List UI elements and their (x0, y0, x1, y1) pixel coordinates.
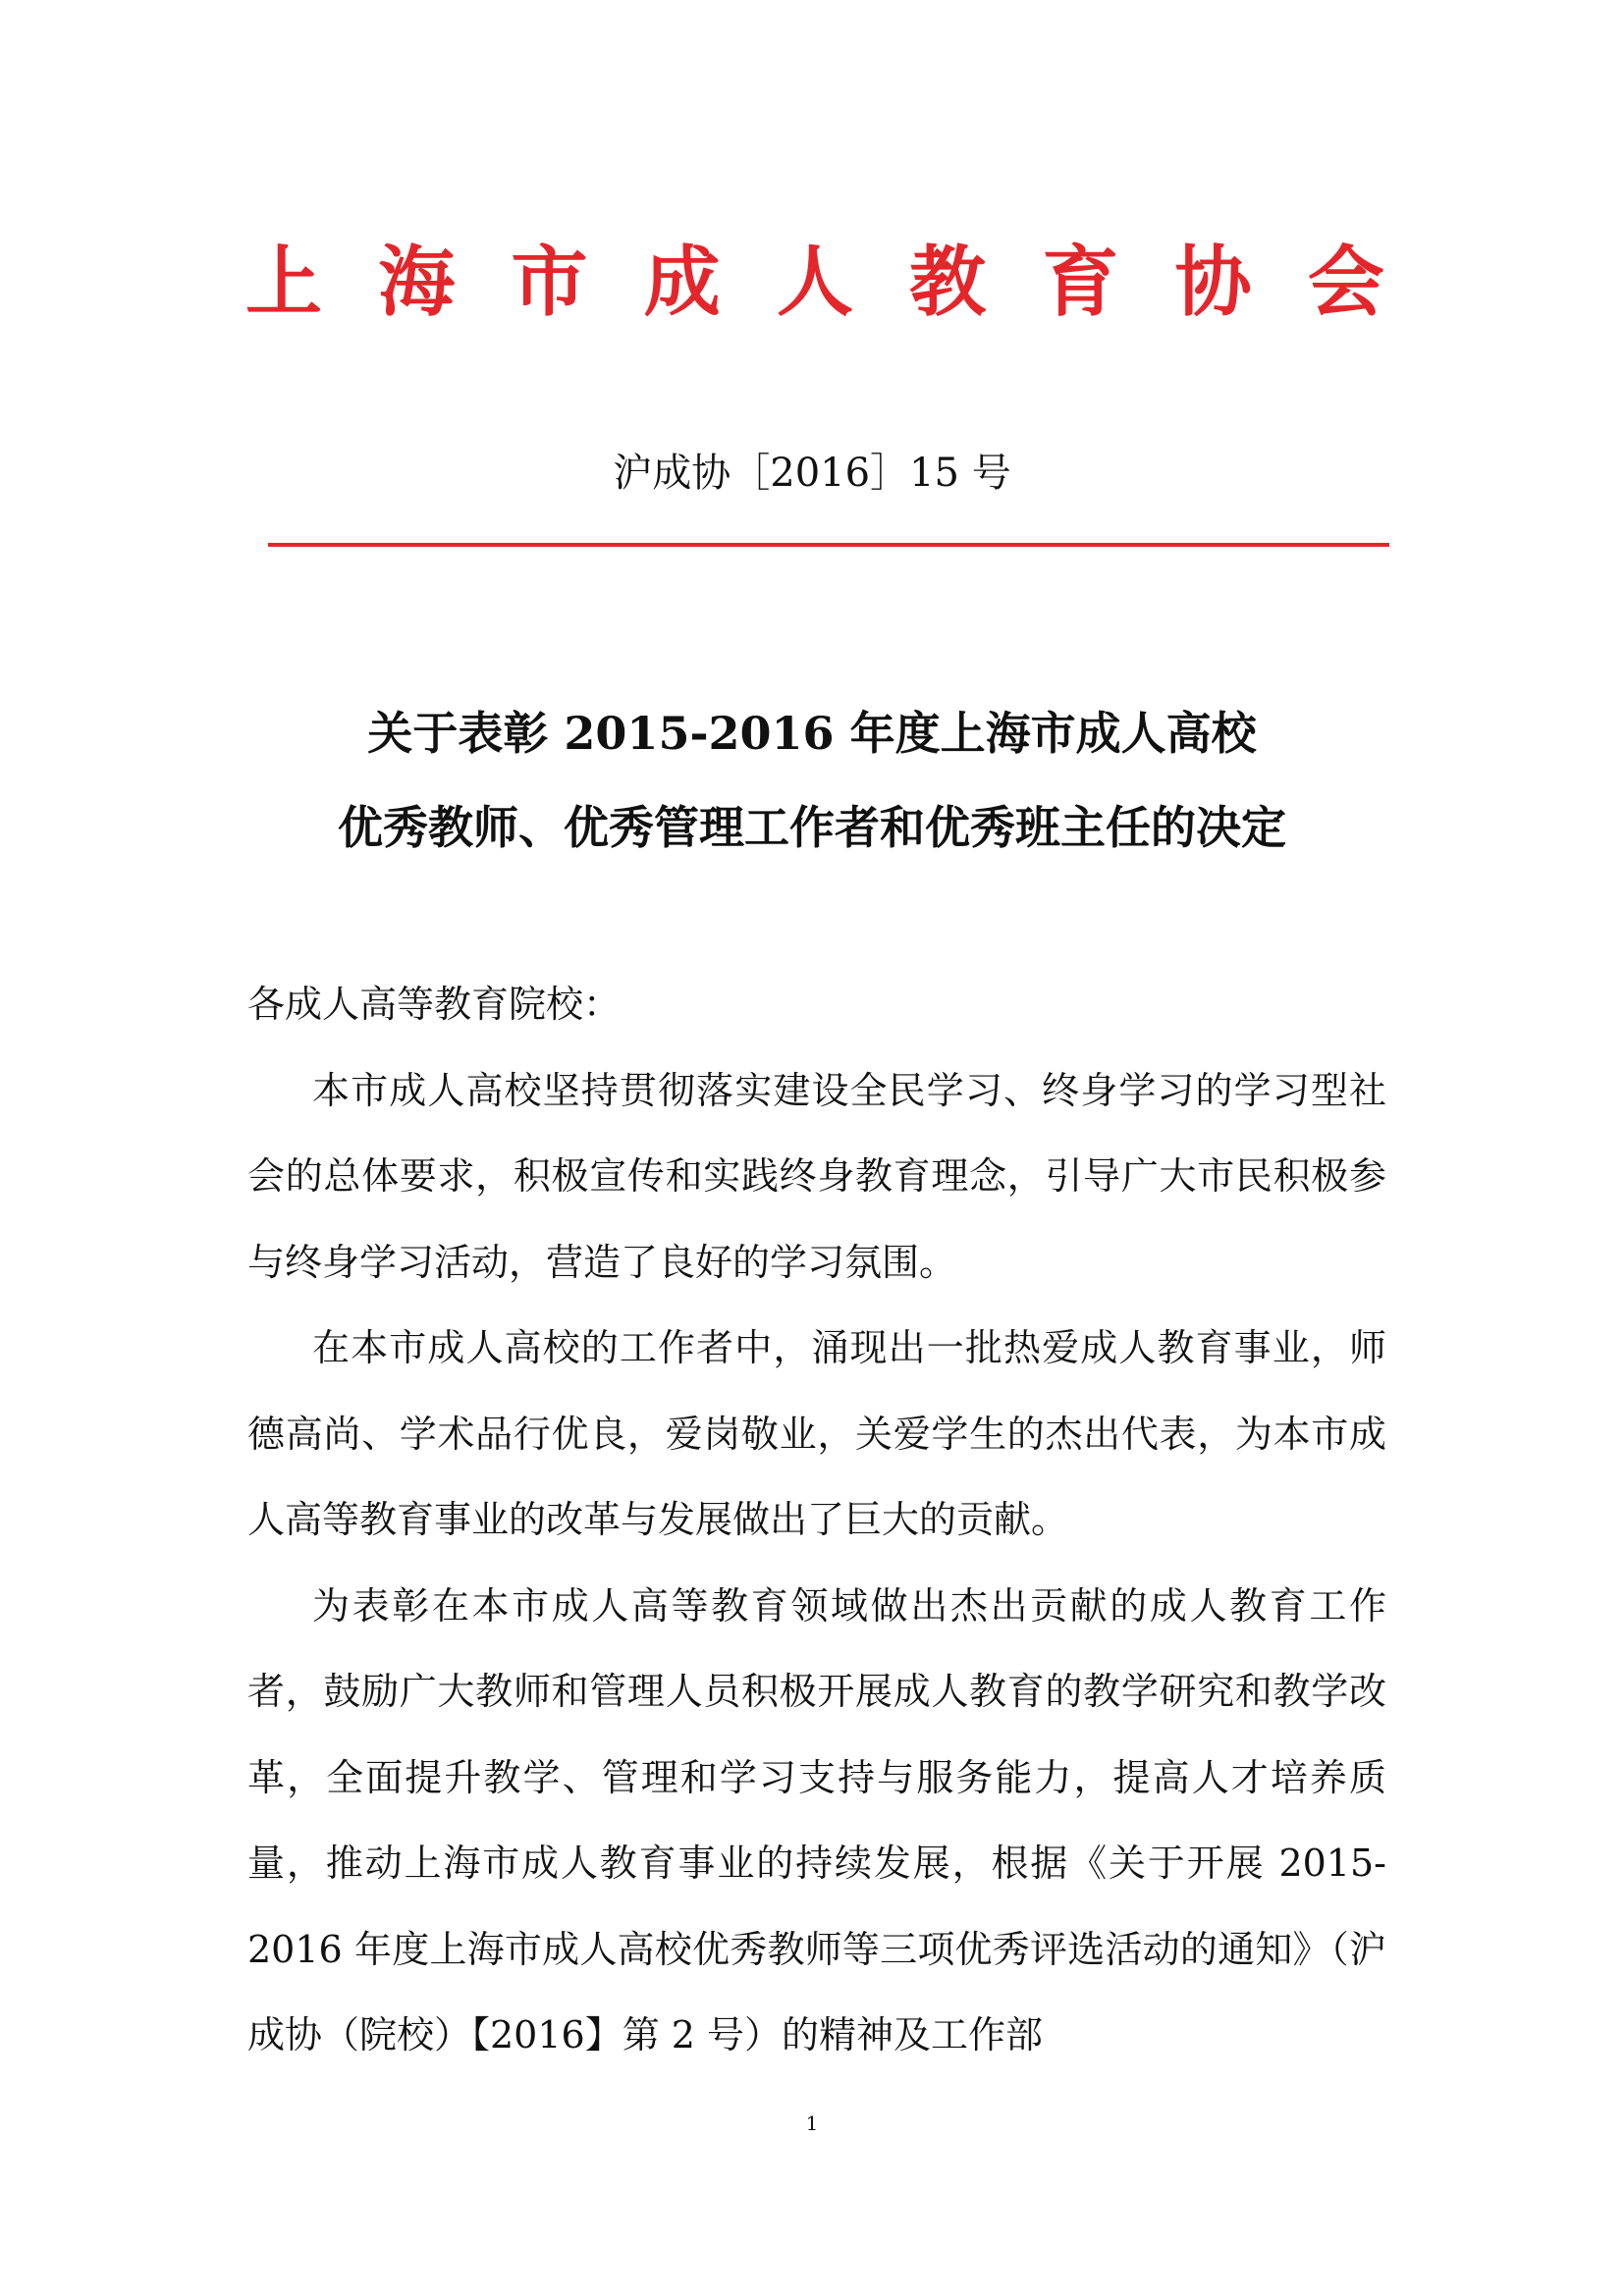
body-paragraph: 本市成人高校坚持贯彻落实建设全民学习、终身学习的学习型社会的总体要求，积极宣传和实践终身教育理念，引导广大市民积极参与终身学习活动，营造了良好的学习氛围。 (247, 1068, 1386, 1284)
salutation: 各成人高等教育院校： (247, 983, 622, 1026)
org-char: 育 (1042, 238, 1119, 327)
org-char: 成 (643, 238, 721, 327)
document-title-line-1: 关于表彰 2015-2016 年度上海市成人高校 (367, 707, 1257, 760)
org-char: 协 (1174, 238, 1252, 327)
org-char: 海 (378, 238, 456, 327)
document-body (247, 962, 1386, 2079)
org-char: 市 (511, 238, 588, 327)
org-char: 人 (776, 238, 853, 327)
issuing-organization-header (245, 234, 1384, 332)
header-divider (268, 543, 1389, 547)
org-char: 上 (245, 238, 323, 327)
org-char: 教 (909, 238, 987, 327)
page-number: 1 (805, 2111, 819, 2135)
body-paragraph: 为表彰在本市成人高等教育领域做出杰出贡献的成人教育工作者，鼓励广大教师和管理人员积极开展成人教育的教学研究和教学改革，全面提升教学、管理和学习支持与服务能力，提高人才培养质量，推动上海市成人教育事业的持续发展，根据《关于开展 2015-2016 年度上海市成人高校优秀教师等三项优秀评选活动的通知》（沪成协（院校）【2016】第 2 号）的精神及工作部 (247, 1583, 1386, 2056)
org-char: 会 (1307, 238, 1384, 327)
body-paragraph: 在本市成人高校的工作者中，涌现出一批热爱成人教育事业，师德高尚、学术品行优良，爱岗敬业，关爱学生的杰出代表，为本市成人高等教育事业的改革与发展做出了巨大的贡献。 (247, 1326, 1386, 1541)
document-number: 沪成协［2016］15 号 (613, 451, 1011, 496)
document-title-line-2: 优秀教师、优秀管理工作者和优秀班主任的决定 (338, 801, 1286, 854)
